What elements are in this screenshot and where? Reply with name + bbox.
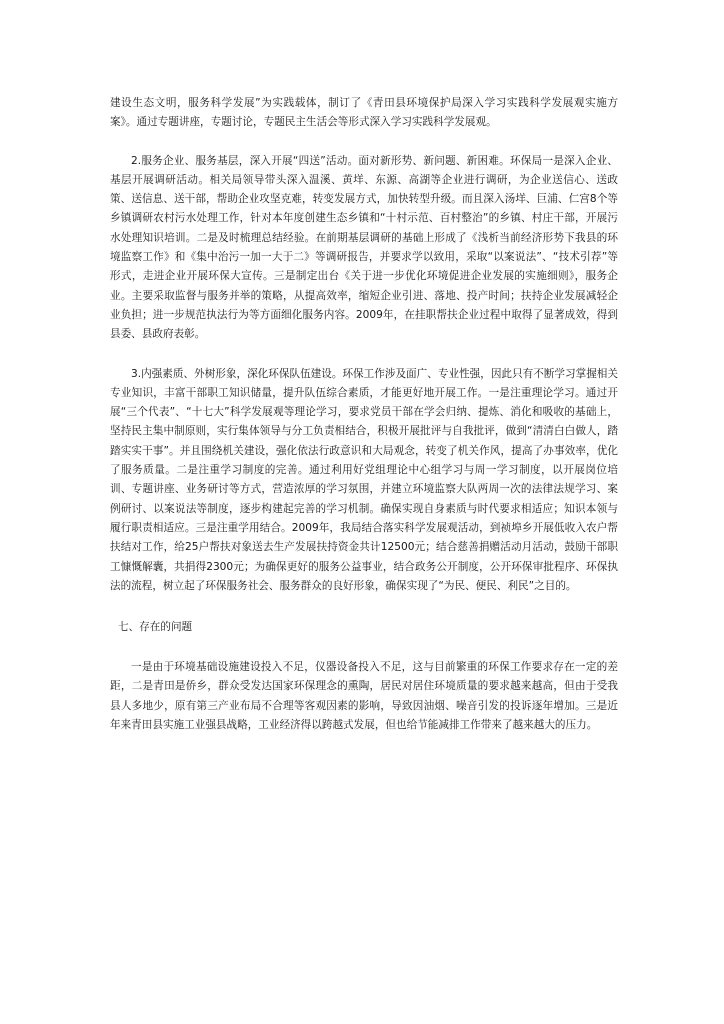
paragraph-continuation: 建设生态文明，服务科学发展”为实践载体，制订了《青田县环境保护局深入学习实践科学发展观实施方案》。通过专题讲座，专题讨论，专题民主生活会等形式深入学习实践科学发展观。 (110, 97, 618, 129)
paragraph-problems: 一是由于环境基础设施建设投入不足，仪器设备投入不足，这与目前繁重的环保工作要求存在一定的差距，二是青田是侨乡，群众受发达国家环保理念的熏陶，居民对居住环境质量的要求越来越高，但由于受我县人多地少，原有第三产业布局不合理等客观因素的影响，导致因油烟、噪音引发的投诉逐年增加。三是近年来青田县实施工业强县战略，工业经济得以跨越式发展，但也给节能减排工作带来了越来越大的压力。 (110, 661, 618, 732)
document-body (110, 94, 618, 735)
section-heading-problems: 七、存在的问题 (118, 621, 193, 634)
paragraph-service-enterprise: 2.服务企业、服务基层，深入开展“四送”活动。面对新形势、新问题、新困难。环保局一是深入企业、基层开展调研活动。相关局领导带头深入温溪、黄垟、东源、高湖等企业进行调研，为企业送信心、送政策、送信息、送干部，帮助企业攻坚克难，转变发展方式，加快转型升级。而且深入汤垟、巨浦、仁宫8个等乡镇调研农村污水处理工作，针对本年度创建生态乡镇和“十村示范、百村整治”的乡镇、村庄干部，开展污水处理知识培训。二是及时梳理总结经验。在前期基层调研的基础上形成了《浅析当前经济形势下我县的环境监察工作》和《集中治污一加一大于二》等调研报告，并要求学以致用，采取“以案说法”、“技术引荐”等形式，走进企业开展环保大宣传。三是制定出台《关于进一步优化环境促进企业发展的实施细则》，服务企业。主要采取监督与服务并举的策略，从提高效率，缩短企业引进、落地、投产时间；扶持企业发展减轻企业负担；进一步规范执法行为等方面细化服务内容。2009年，在挂职帮扶企业过程中取得了显著成效，得到县委、县政府表彰。 (110, 154, 618, 341)
paragraph-team-building: 3.内强素质、外树形象，深化环保队伍建设。环保工作涉及面广、专业性强，因此只有不断学习掌握相关专业知识，丰富干部职工知识储量，提升队伍综合素质，才能更好地开展工作。一是注重理论学习。通过开展“三个代表”、“十七大”科学发展观等理论学习，要求党员干部在学会归纳、提炼、消化和吸收的基础上，坚持民主集中制原则，实行集体领导与分工负责相结合，积极开展批评与自我批评，做到“清清白白做人，踏踏实实干事”。并且围绕机关建设，强化依法行政意识和大局观念，转变了机关作风，提高了办事效率，优化了服务质量。二是注重学习制度的完善。通过利用好党组理论中心组学习与周一学习制度，以开展岗位培训、专题讲座、业务研讨等方式，营造浓厚的学习氛围，并建立环境监察大队两周一次的法律法规学习、案例研讨、以案说法等制度，逐步构建起完善的学习机制。确保实现自身素质与时代要求相适应；知识本领与履行职责相适应。三是注重学用结合。2009年，我局结合落实科学发展观活动，到祯埠乡开展低收入农户帮扶结对工作，给25户帮扶对象送去生产发展扶持资金共计12500元；结合慈善捐赠活动月活动，鼓励干部职工慷慨解囊，共捐得2300元；为确保更好的服务公益事业，结合政务公开制度，公开环保审批程序、环保执法的流程，树立起了环保服务社会、服务群众的良好形象，确保实现了“为民、便民、利民”之目的。 (110, 367, 618, 592)
